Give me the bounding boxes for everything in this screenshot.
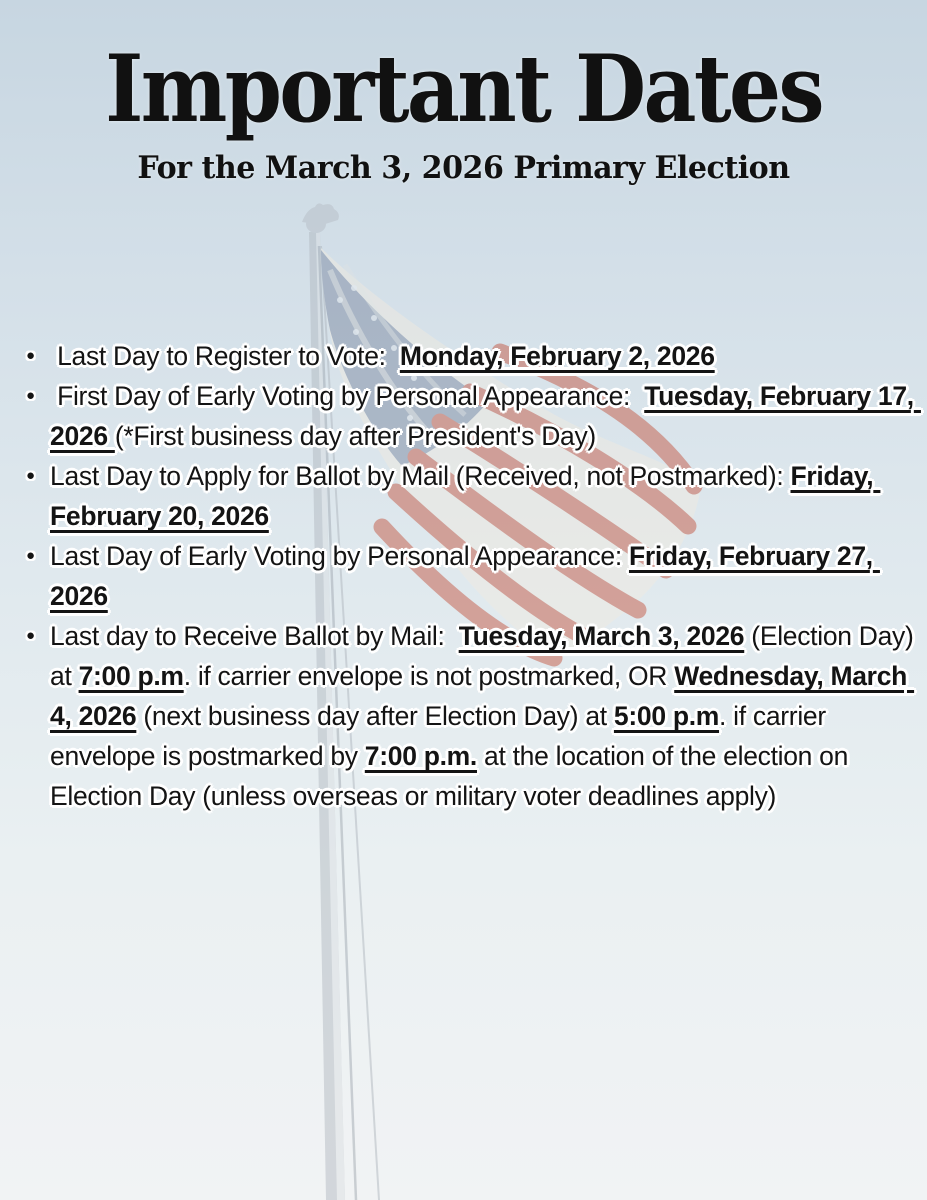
page-title: Important Dates [105,34,822,143]
date-list-item-4 [26,536,923,616]
bullet-marker: ● [26,627,36,644]
deadline-date: Friday, February 20, 2026 [50,461,881,531]
bullet-marker: ● [26,547,36,564]
important-dates-list [26,336,923,816]
date-list-item-2 [26,376,923,456]
date-item-text: Last day to Receive Ballot by Mail: Tuesday, March 3, 2026 (Election Day) at 7:00 p.m. if carrier envelope is not postmarked, OR Wednesday, March 4, 2026 (next business day after Election Day) at 5:00 p.m. if carrier envelope is postmarked by 7:00 p.m. at the location of the election on Election Day (unless overseas or military voter deadlines apply) [50,621,921,811]
deadline-date: 7:00 p.m [78,661,184,691]
deadline-date: Wednesday, March 4, 2026 [50,661,915,731]
date-item-text: Last Day to Apply for Ballot by Mail (Received, not Postmarked): Friday, February 20, 2026 [50,461,881,531]
deadline-date: Monday, February 2, 2026 [399,341,715,371]
deadline-date: Tuesday, February 17, 2026 [50,381,921,451]
deadline-date: Tuesday, March 3, 2026 [458,621,745,651]
date-item-text: Last Day to Register to Vote: Monday, February 2, 2026 [50,341,715,371]
date-list-item-3 [26,456,923,536]
bullet-marker: ● [26,467,36,484]
date-item-text: Last Day of Early Voting by Personal Appearance: Friday, February 27, 2026 [50,541,880,611]
bullet-marker: ● [26,387,36,404]
page-subtitle: For the March 3, 2026 Primary Election [137,149,790,186]
bullet-marker: ● [26,347,36,364]
date-list-item-1 [26,336,923,376]
deadline-date: Friday, February 27, 2026 [50,541,880,611]
date-item-text: First Day of Early Voting by Personal Appearance: Tuesday, February 17, 2026 (*First business day after President's Day) [50,381,921,451]
deadline-date: 7:00 p.m. [364,741,477,771]
date-list-item-5 [26,616,923,816]
deadline-date: 5:00 p.m [613,701,720,731]
